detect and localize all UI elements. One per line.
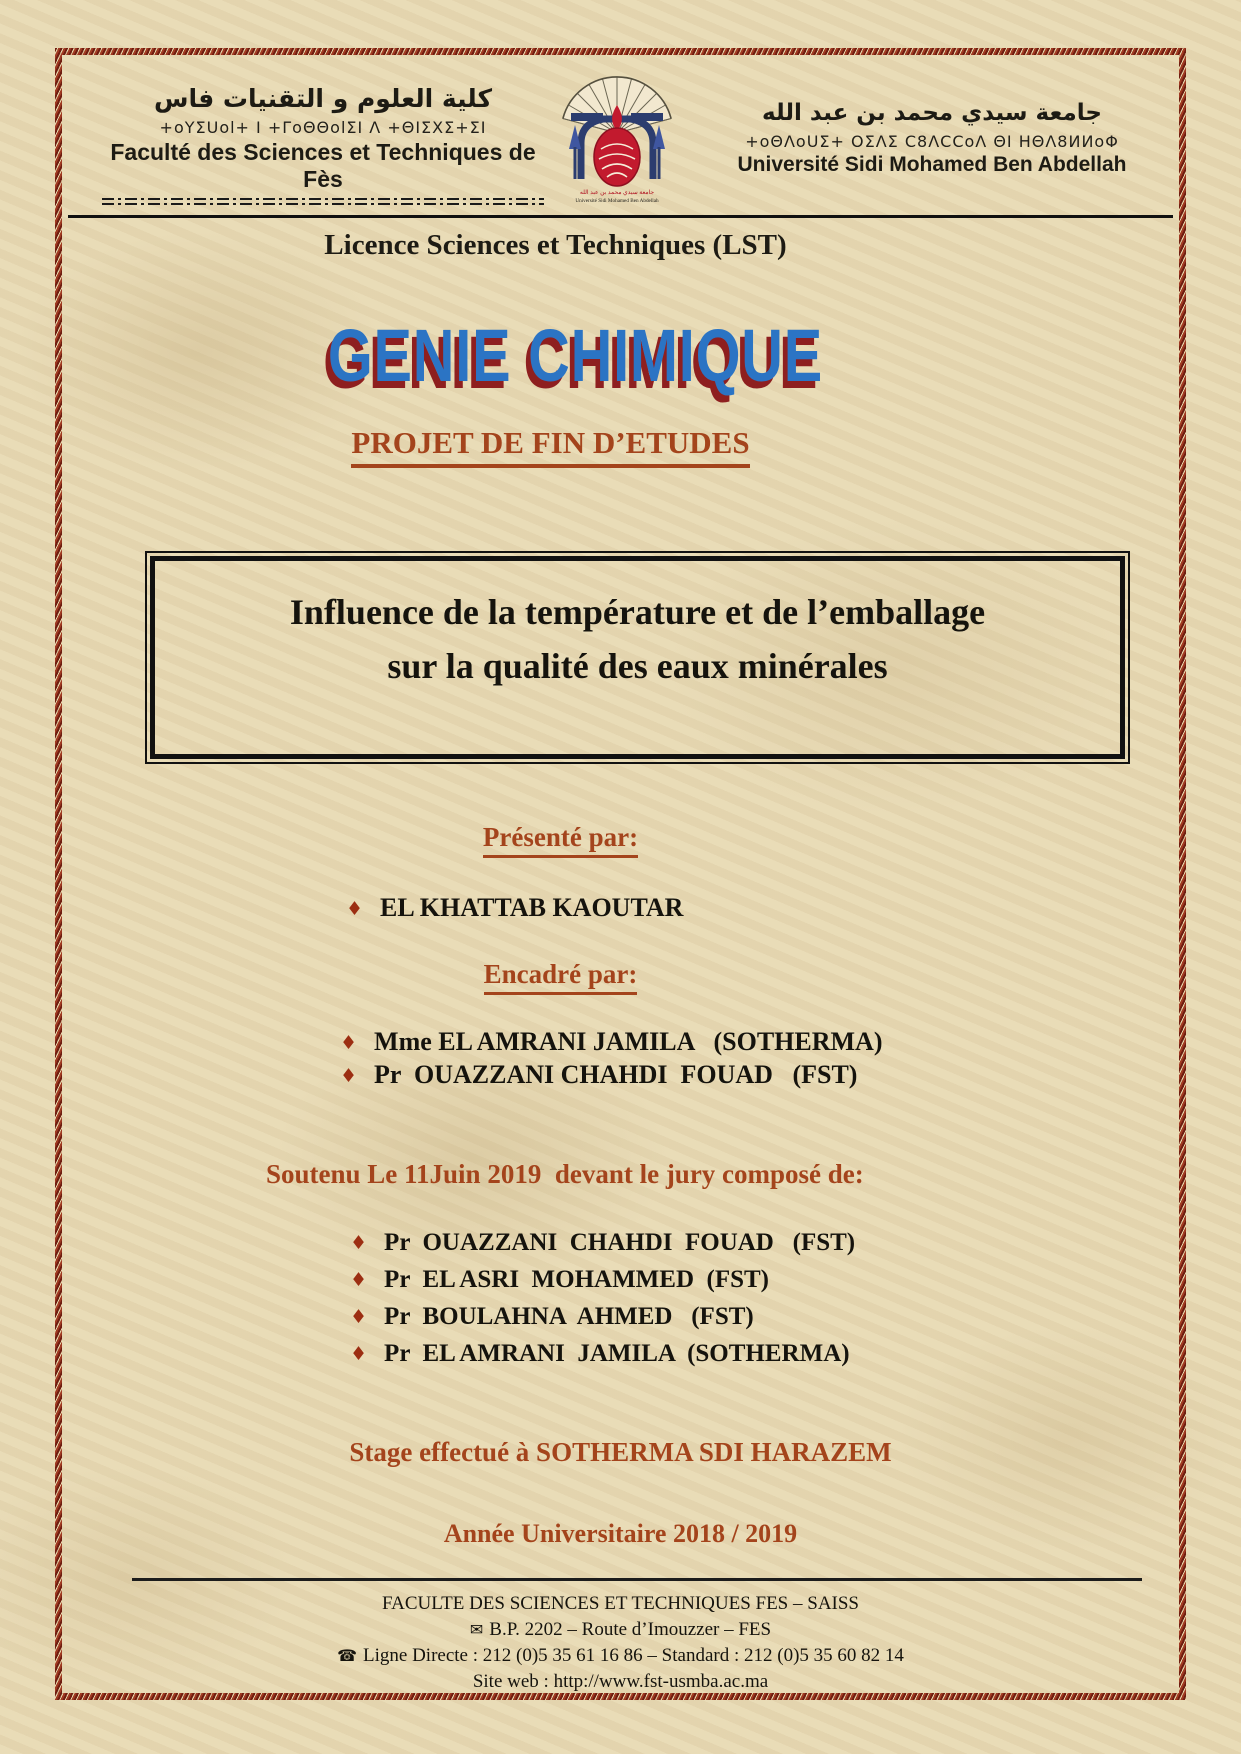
footer-faculty-name: FACULTE DES SCIENCES ET TECHNIQUES FES – SAISS <box>381 1593 859 1614</box>
university-crest-logo <box>541 61 693 213</box>
phone-icon: ☎ <box>337 1646 358 1665</box>
supervisor-row <box>340 1027 882 1057</box>
internship-location: Stage effectué à SOTHERMA SDI HARAZEM <box>349 1437 892 1467</box>
document-type-text: PROJET DE FIN D’ETUDES <box>351 425 749 468</box>
thesis-title-box-inner <box>150 556 1125 759</box>
presented-by-row <box>346 893 683 923</box>
header-separator-line <box>68 215 1173 218</box>
academic-year: Année Universitaire 2018 / 2019 <box>443 1519 798 1548</box>
jury-member-row <box>350 1340 850 1368</box>
diamond-bullet-icon: ♦ <box>350 1232 368 1254</box>
footer-address-line <box>62 1617 1179 1643</box>
thesis-title-line-2: sur la qualité des eaux minérales <box>387 646 888 686</box>
jury-member-name: Pr EL AMRANI JAMILA (SOTHERMA) <box>384 1340 850 1367</box>
university-name-arabic: جامعة سيدي محمد بن عبد الله <box>762 100 1102 126</box>
footer-phones: Ligne Directe : 212 (0)5 35 61 16 86 – Standard : 212 (0)5 35 60 82 14 <box>363 1645 904 1666</box>
diamond-bullet-icon: ♦ <box>350 1343 368 1365</box>
supervised-by-heading: Encadré par: <box>62 959 1179 995</box>
jury-member-row <box>350 1229 855 1257</box>
jury-member-name: Pr BOULAHNA AHMED (FST) <box>384 1303 754 1330</box>
footer-phone-line <box>62 1643 1179 1669</box>
major-title <box>62 313 1179 398</box>
jury-member-row <box>350 1303 754 1331</box>
mail-icon: ✉ <box>469 1620 484 1639</box>
dash-dot-divider <box>102 198 544 200</box>
thesis-title-box <box>145 551 1130 764</box>
university-name-tifinagh: +oΘΛoUΣ+ ΟΣΛΣ C8ΛCCoΛ ΘI ΗΘΛ8ИИoΦ <box>745 131 1119 151</box>
major-title-text: GENIE CHIMIQUE <box>327 314 824 397</box>
university-name-french: Université Sidi Mohamed Ben Abdellah <box>737 152 1127 176</box>
document-type-heading <box>62 425 1179 468</box>
diamond-bullet-icon: ♦ <box>346 898 364 920</box>
student-name: EL KHATTAB KAOUTAR <box>380 893 684 922</box>
logo-caption-french: Université Sidi Mohamed Ben Abdellah <box>575 198 659 204</box>
presented-by-heading: Présenté par: <box>62 822 1179 858</box>
footer-separator-line <box>132 1578 1142 1581</box>
faculty-name-french: Faculté des Sciences et Techniques de Fès <box>110 139 536 193</box>
diamond-bullet-icon: ♦ <box>350 1306 368 1328</box>
university-header-block <box>692 99 1172 177</box>
jury-member-row <box>350 1266 769 1294</box>
logo-caption-arabic: جامعة سيدي محمد بن عبد الله <box>579 190 655 196</box>
diamond-bullet-icon: ♦ <box>340 1032 358 1054</box>
footer-address: B.P. 2202 – Route d’Imouzzer – FES <box>489 1619 772 1640</box>
footer-website: Site web : http://www.fst-usmba.ac.ma <box>472 1671 769 1692</box>
footer-block <box>62 1591 1179 1695</box>
decorative-border-frame <box>55 48 1186 1700</box>
supervisor-row <box>340 1060 857 1090</box>
diamond-bullet-icon: ♦ <box>350 1269 368 1291</box>
dash-dot-divider <box>102 203 544 205</box>
supervisor-name: Mme EL AMRANI JAMILA (SOTHERMA) <box>374 1027 883 1056</box>
university-crest-icon <box>541 61 693 213</box>
program-title: Licence Sciences et Techniques (LST) <box>324 229 787 261</box>
thesis-title-line-1: Influence de la température et de l’emballage <box>289 592 986 632</box>
supervisor-name: Pr OUAZZANI CHAHDI FOUAD (FST) <box>374 1060 858 1089</box>
diamond-bullet-icon: ♦ <box>340 1065 358 1087</box>
faculty-header-block <box>92 83 554 205</box>
jury-member-name: Pr OUAZZANI CHAHDI FOUAD (FST) <box>384 1229 856 1256</box>
faculty-name-arabic: كلية العلوم و التقنيات فاس <box>153 84 493 113</box>
jury-member-name: Pr EL ASRI MOHAMMED (FST) <box>384 1266 770 1293</box>
faculty-name-tifinagh: +oYΣUol+ I +ΓoΘΘolΣI Λ +ΘIΣXΣ+ΣI <box>159 118 487 138</box>
defense-heading: Soutenu Le 11Juin 2019 devant le jury composé de: <box>266 1159 864 1189</box>
